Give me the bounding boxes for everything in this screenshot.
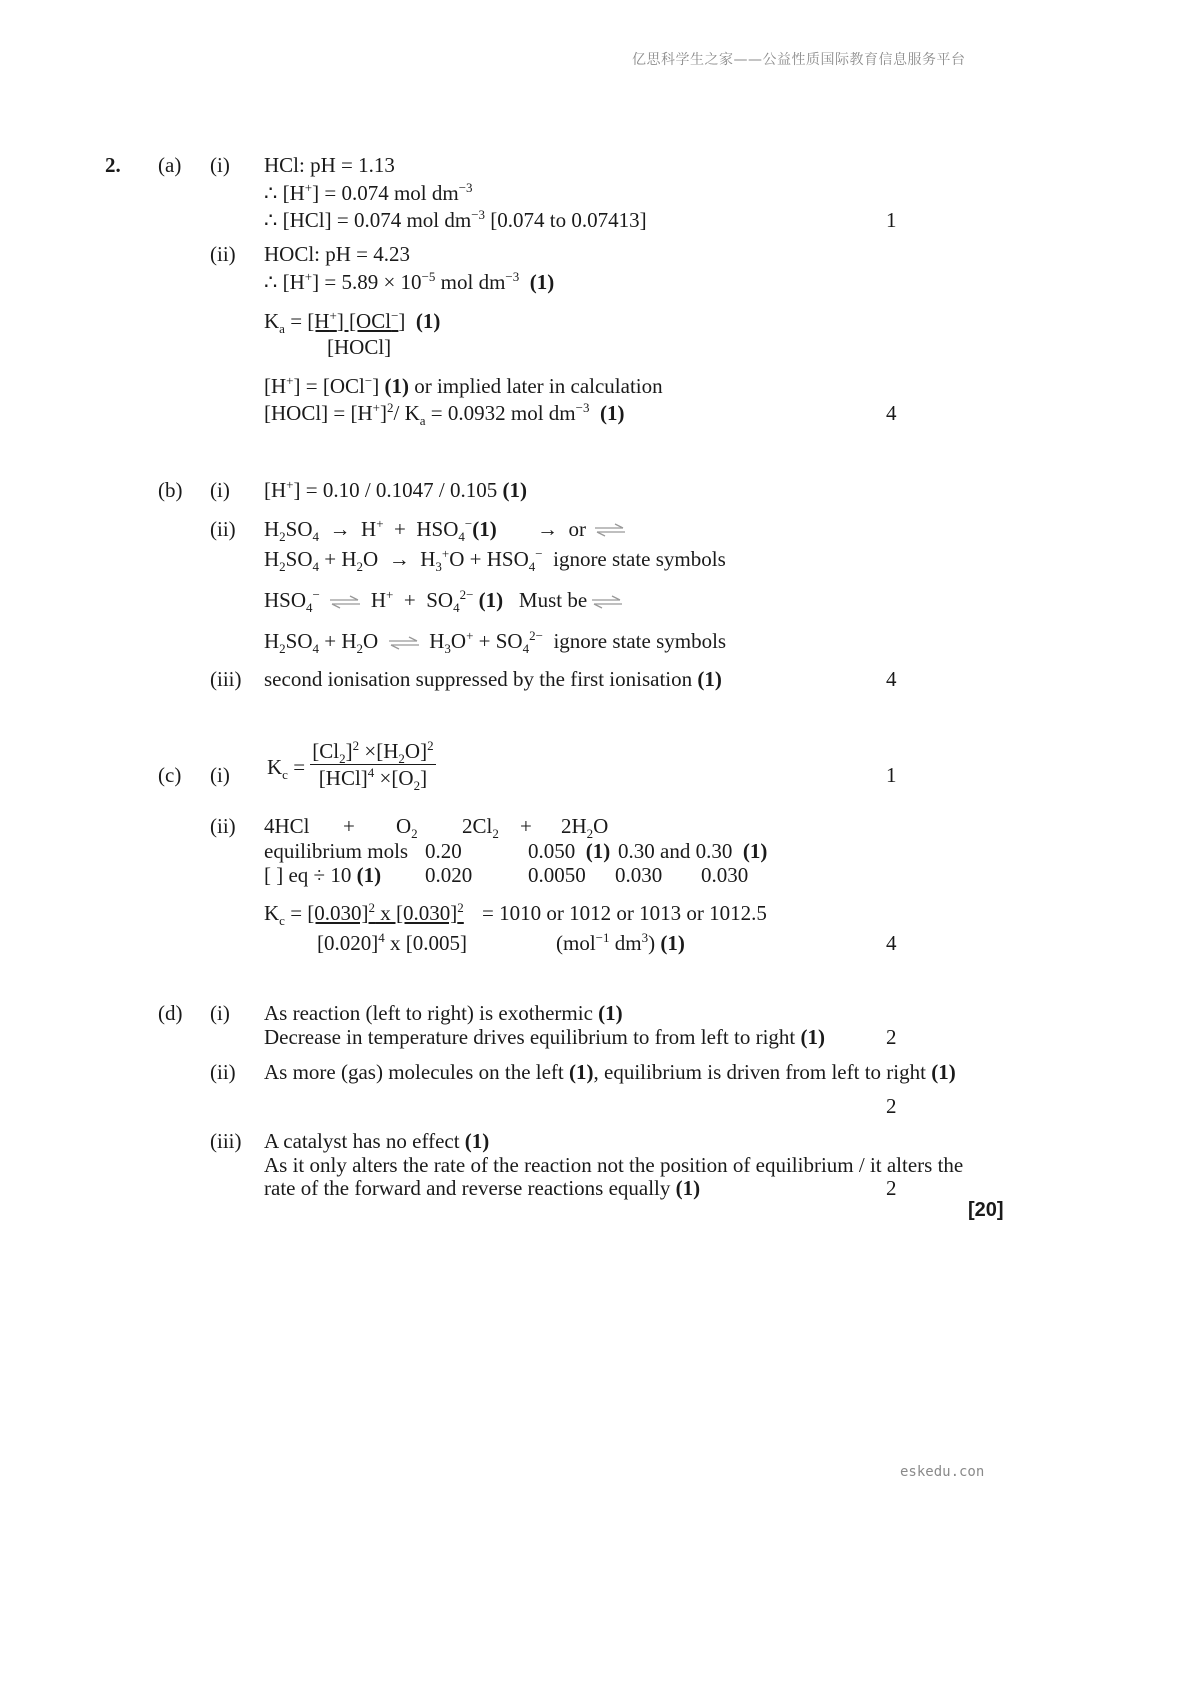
part-d-i-label: (i)	[210, 1001, 230, 1025]
eqm-mols-o2: 0.050 (1)	[528, 839, 611, 863]
conc-label: [ ] eq ÷ 10 (1)	[264, 863, 382, 887]
product-2h2o: $2H_2O$	[561, 814, 609, 842]
part-c-label: (c)	[158, 763, 182, 787]
eqm-mols-products: 0.30 and 0.30 (1)	[618, 839, 768, 863]
d-iii-line-3: rate of the forward and reverse reactions equally (1)	[264, 1176, 701, 1200]
d-i-line-2: Decrease in temperature drives equilibrium to from left to right (1)	[264, 1025, 825, 1049]
equilibrium-arrow-icon	[389, 636, 419, 650]
part-d-label: (d)	[158, 1001, 183, 1025]
d-iii-mark: 2	[886, 1176, 897, 1200]
kc-expression: $K_c$ = $\frac{[Cl_2]^2 \times[H_2O]^2}{[HCl]^4 \times[O_2]}$	[267, 738, 434, 794]
a-i-line-3: ∴ [HCl] = 0.074 mol $dm^{-3}$ [0.074 to 0.07413]	[264, 207, 647, 232]
a-ii-line-2: ∴ $[H^+] = 5.89 \times 10^{-5}$ mol $dm^{-3}$ (1)	[264, 269, 555, 294]
part-b-i-label: (i)	[210, 478, 230, 502]
page-header: 亿思科学生之家——公益性质国际教育信息服务平台	[632, 52, 966, 68]
ka-denominator: [HOCl]	[327, 335, 392, 359]
equilibrium-arrow-icon	[330, 595, 360, 609]
part-c-ii-label: (ii)	[210, 814, 236, 838]
d-iii-line-1: A catalyst has no effect (1)	[264, 1129, 490, 1153]
b-i-line: [H+] = 0.10 / 0.1047 / 0.105 (1)	[264, 477, 528, 502]
part-d-iii-label: (iii)	[210, 1129, 242, 1153]
eqm-mols-label: equilibrium mols	[264, 839, 409, 863]
plus-2: +	[520, 814, 532, 838]
d-i-line-1: As reaction (left to right) is exothermic (1)	[264, 1001, 623, 1025]
b-ii-eq-4: $H_2SO_4 + H_2O$ $H_3O^+ + SO_4^{2-}$ ignore state symbols	[264, 628, 727, 657]
kc-result: = 1010 or 1012 or 1013 or 1012.5	[482, 901, 767, 925]
part-a-label: (a)	[158, 153, 182, 177]
total-marks: [20]	[968, 1199, 1004, 1221]
part-c-i-label: (i)	[210, 763, 230, 787]
part-a-ii-label: (ii)	[210, 242, 236, 266]
part-b-label: (b)	[158, 478, 183, 502]
page-footer: eskedu.con	[900, 1464, 985, 1480]
question-number: 2.	[105, 153, 121, 177]
c-ii-mark: 4	[886, 931, 897, 955]
kc-units: (mol$^{-1}$ $dm^3$) (1)	[556, 930, 685, 955]
a-i-line-2: ∴ [H+] = 0.074 mol $dm^{-3}$	[264, 180, 473, 205]
d-ii-mark: 2	[886, 1094, 897, 1118]
part-d-ii-label: (ii)	[210, 1060, 236, 1084]
a-ii-h-equals-ocl: [H+] = [OCl−] (1) or implied later in calculation	[264, 373, 663, 398]
part-b-ii-label: (ii)	[210, 517, 236, 541]
kc-calc-numerator: $K_c = [0.030]^2$ x $[0.030]^2$	[264, 900, 464, 929]
b-ii-eq-1: $H_2SO_4 \to H^+ + HSO_4^-(1)$	[264, 516, 497, 545]
a-i-mark: 1	[886, 208, 897, 232]
c-i-mark: 1	[886, 763, 897, 787]
d-i-mark: 2	[886, 1025, 897, 1049]
b-ii-eq-3: $HSO_4^-$ $H^+ + SO_4^{2-}$ (1) Must be	[264, 590, 622, 611]
reactant-4hcl: 4HCl	[264, 814, 310, 838]
a-ii-hocl-calc: [HOCl] = $[H^+]^2/$ $K_a = 0.0932$ mol $dm^{-3}$ (1)	[264, 400, 625, 429]
ka-expression: $K_a = [H^+]$ [OCl−] (1)	[264, 308, 441, 337]
b-mark: 4	[886, 667, 897, 691]
a-ii-line-1: HOCl: pH = 4.23	[264, 242, 411, 266]
product-2cl2: $2Cl_2$	[462, 814, 499, 842]
part-b-iii-label: (iii)	[210, 667, 242, 691]
eqm-mols-hcl: 0.20	[425, 839, 462, 863]
conc-o2: 0.0050	[528, 863, 586, 887]
conc-h2o: 0.030	[701, 863, 749, 887]
conc-hcl: 0.020	[425, 863, 473, 887]
kc-calc-denominator: $[0.020]^4$ x [0.005]	[317, 930, 467, 955]
plus-1: +	[343, 814, 355, 838]
b-ii-arrow-note: → or	[537, 517, 586, 541]
conc-cl2: 0.030	[615, 863, 663, 887]
b-iii-line: second ionisation suppressed by the first ionisation (1)	[264, 667, 722, 691]
b-ii-eq-2: $H_2SO_4 + H_2O \to H_3^+O + HSO_4^-$ ignore state symbols	[264, 546, 726, 575]
d-iii-line-2: As it only alters the rate of the reaction not the position of equilibrium / it alters the	[264, 1153, 964, 1177]
d-ii-line-1: As more (gas) molecules on the left (1), equilibrium is driven from left to right (1)	[264, 1060, 956, 1084]
equilibrium-arrow-icon	[595, 518, 625, 539]
part-a-i-label: (i)	[210, 153, 230, 177]
a-ii-mark: 4	[886, 401, 897, 425]
a-i-line-1: HCl: pH = 1.13	[264, 153, 395, 177]
reactant-o2: $O_2$	[396, 814, 418, 842]
equilibrium-arrow-icon	[592, 595, 622, 609]
